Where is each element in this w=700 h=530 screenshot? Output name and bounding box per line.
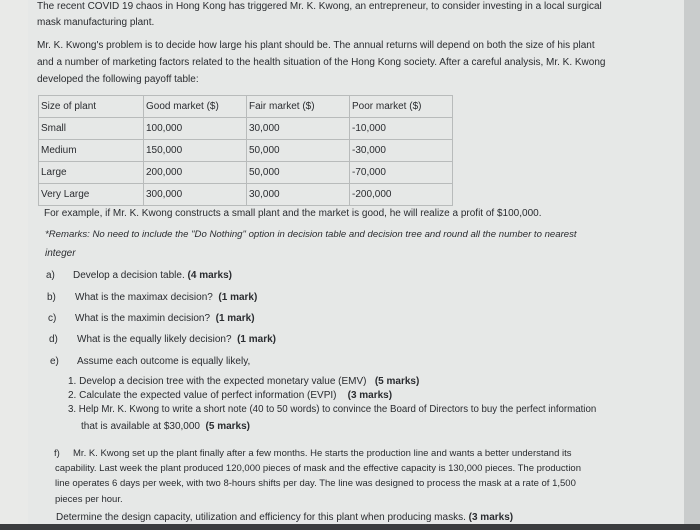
table-cell: 30,000 — [247, 184, 350, 206]
question-label: a) — [46, 270, 55, 281]
question-e: Assume each outcome is equally likely, — [77, 356, 251, 367]
question-text: What is the maximax decision? — [75, 292, 213, 303]
table-row — [39, 184, 453, 206]
subquestion-marks: (5 marks) — [205, 421, 251, 432]
question-f-line — [54, 447, 572, 461]
table-cell: Large — [39, 162, 144, 184]
question-marks: (1 mark) — [218, 292, 258, 303]
question-text: What is the maximin decision? — [75, 313, 211, 324]
subquestion-1 — [68, 375, 419, 389]
table-cell: -70,000 — [350, 162, 453, 184]
table-cell: 50,000 — [247, 162, 350, 184]
bottom-bar — [0, 524, 700, 530]
question-f-line: pieces per hour. — [55, 494, 123, 505]
header-cell: Good market ($) — [144, 96, 247, 118]
problem-text: and a number of marketing factors related to the health situation of the Hong Kong society. After a careful analysis, Mr. K. Kwong — [37, 57, 606, 68]
question-text: Mr. K. Kwong set up the plant finally after a few months. He starts the production line and wants a better understand its — [73, 448, 572, 459]
question-label: f) — [54, 448, 60, 459]
header-cell: Size of plant — [39, 96, 144, 118]
question-text: Determine the design capacity, utilization and efficiency for this plant when producing masks. — [56, 512, 466, 523]
page-left-margin — [0, 0, 28, 530]
intro-text: mask manufacturing plant. — [37, 17, 155, 28]
table-row — [39, 118, 453, 140]
remarks-text: integer — [45, 248, 76, 259]
table-cell: Very Large — [39, 184, 144, 206]
table-header-row — [39, 96, 453, 118]
question-marks: (3 marks) — [468, 512, 514, 523]
subquestion-marks: (5 marks) — [374, 376, 420, 387]
table-cell: 50,000 — [247, 140, 350, 162]
problem-text: developed the following payoff table: — [37, 74, 199, 85]
intro-text: The recent COVID 19 chaos in Hong Kong has triggered Mr. K. Kwong, an entrepreneur, to consider investing in a local surgical — [37, 1, 602, 12]
table-cell: 100,000 — [144, 118, 247, 140]
question-label: b) — [47, 292, 56, 303]
subquestion-text: that is available at $30,000 — [81, 421, 200, 432]
question-f-line: line operates 6 days per week, with two 8-hours shifts per day. The line was designed to process the mask at a rate of 1,500 — [55, 478, 576, 489]
question-marks: (1 mark) — [237, 334, 276, 345]
table-cell: 300,000 — [144, 184, 247, 206]
header-cell: Fair market ($) — [247, 96, 350, 118]
question-f-line: capability. Last week the plant produced 120,000 pieces of mask and the effective capacity is 130,000 pieces. The production — [55, 463, 582, 474]
table-cell: 30,000 — [247, 118, 350, 140]
subquestion-3: 3. Help Mr. K. Kwong to write a short note (40 to 50 words) to convince the Board of Directors to buy the perfect information — [68, 404, 597, 415]
question-marks: (1 mark) — [215, 313, 255, 324]
table-cell: -10,000 — [350, 118, 453, 140]
question-label: e) — [50, 356, 59, 367]
question-f-task — [56, 511, 513, 525]
table-cell: Small — [39, 118, 144, 140]
example-text: For example, if Mr. K. Kwong constructs a small plant and the market is good, he will realize a profit of $100,000. — [44, 208, 542, 219]
page-right-edge — [684, 0, 700, 530]
question-text: What is the equally likely decision? — [77, 334, 232, 345]
table-cell: 150,000 — [144, 140, 247, 162]
question-a — [73, 269, 232, 283]
subquestion-marks: (3 marks) — [347, 390, 393, 401]
table-row — [39, 162, 453, 184]
question-b — [75, 291, 257, 305]
table-cell: -200,000 — [350, 184, 453, 206]
table-cell: 200,000 — [144, 162, 247, 184]
table-row — [39, 140, 453, 162]
question-label: d) — [49, 334, 58, 345]
remarks-text: *Remarks: No need to include the "Do Nothing" option in decision table and decision tree and round all the number to nearest — [45, 229, 577, 240]
subquestion-3-cont — [81, 420, 250, 434]
subquestion-text: 1. Develop a decision tree with the expected monetary value (EMV) — [68, 376, 367, 387]
table-cell: Medium — [39, 140, 144, 162]
question-d — [77, 333, 276, 347]
problem-text: Mr. K. Kwong's problem is to decide how large his plant should be. The annual returns will depend on both the size of his plant — [37, 40, 595, 51]
subquestion-2 — [68, 389, 392, 403]
header-cell: Poor market ($) — [350, 96, 453, 118]
question-label: c) — [48, 313, 57, 324]
question-marks: (4 marks) — [187, 270, 232, 281]
question-c — [75, 312, 255, 326]
question-text: Develop a decision table. — [73, 270, 185, 281]
payoff-table — [38, 95, 453, 206]
table-cell: -30,000 — [350, 140, 453, 162]
subquestion-text: 2. Calculate the expected value of perfect information (EVPI) — [68, 390, 337, 401]
